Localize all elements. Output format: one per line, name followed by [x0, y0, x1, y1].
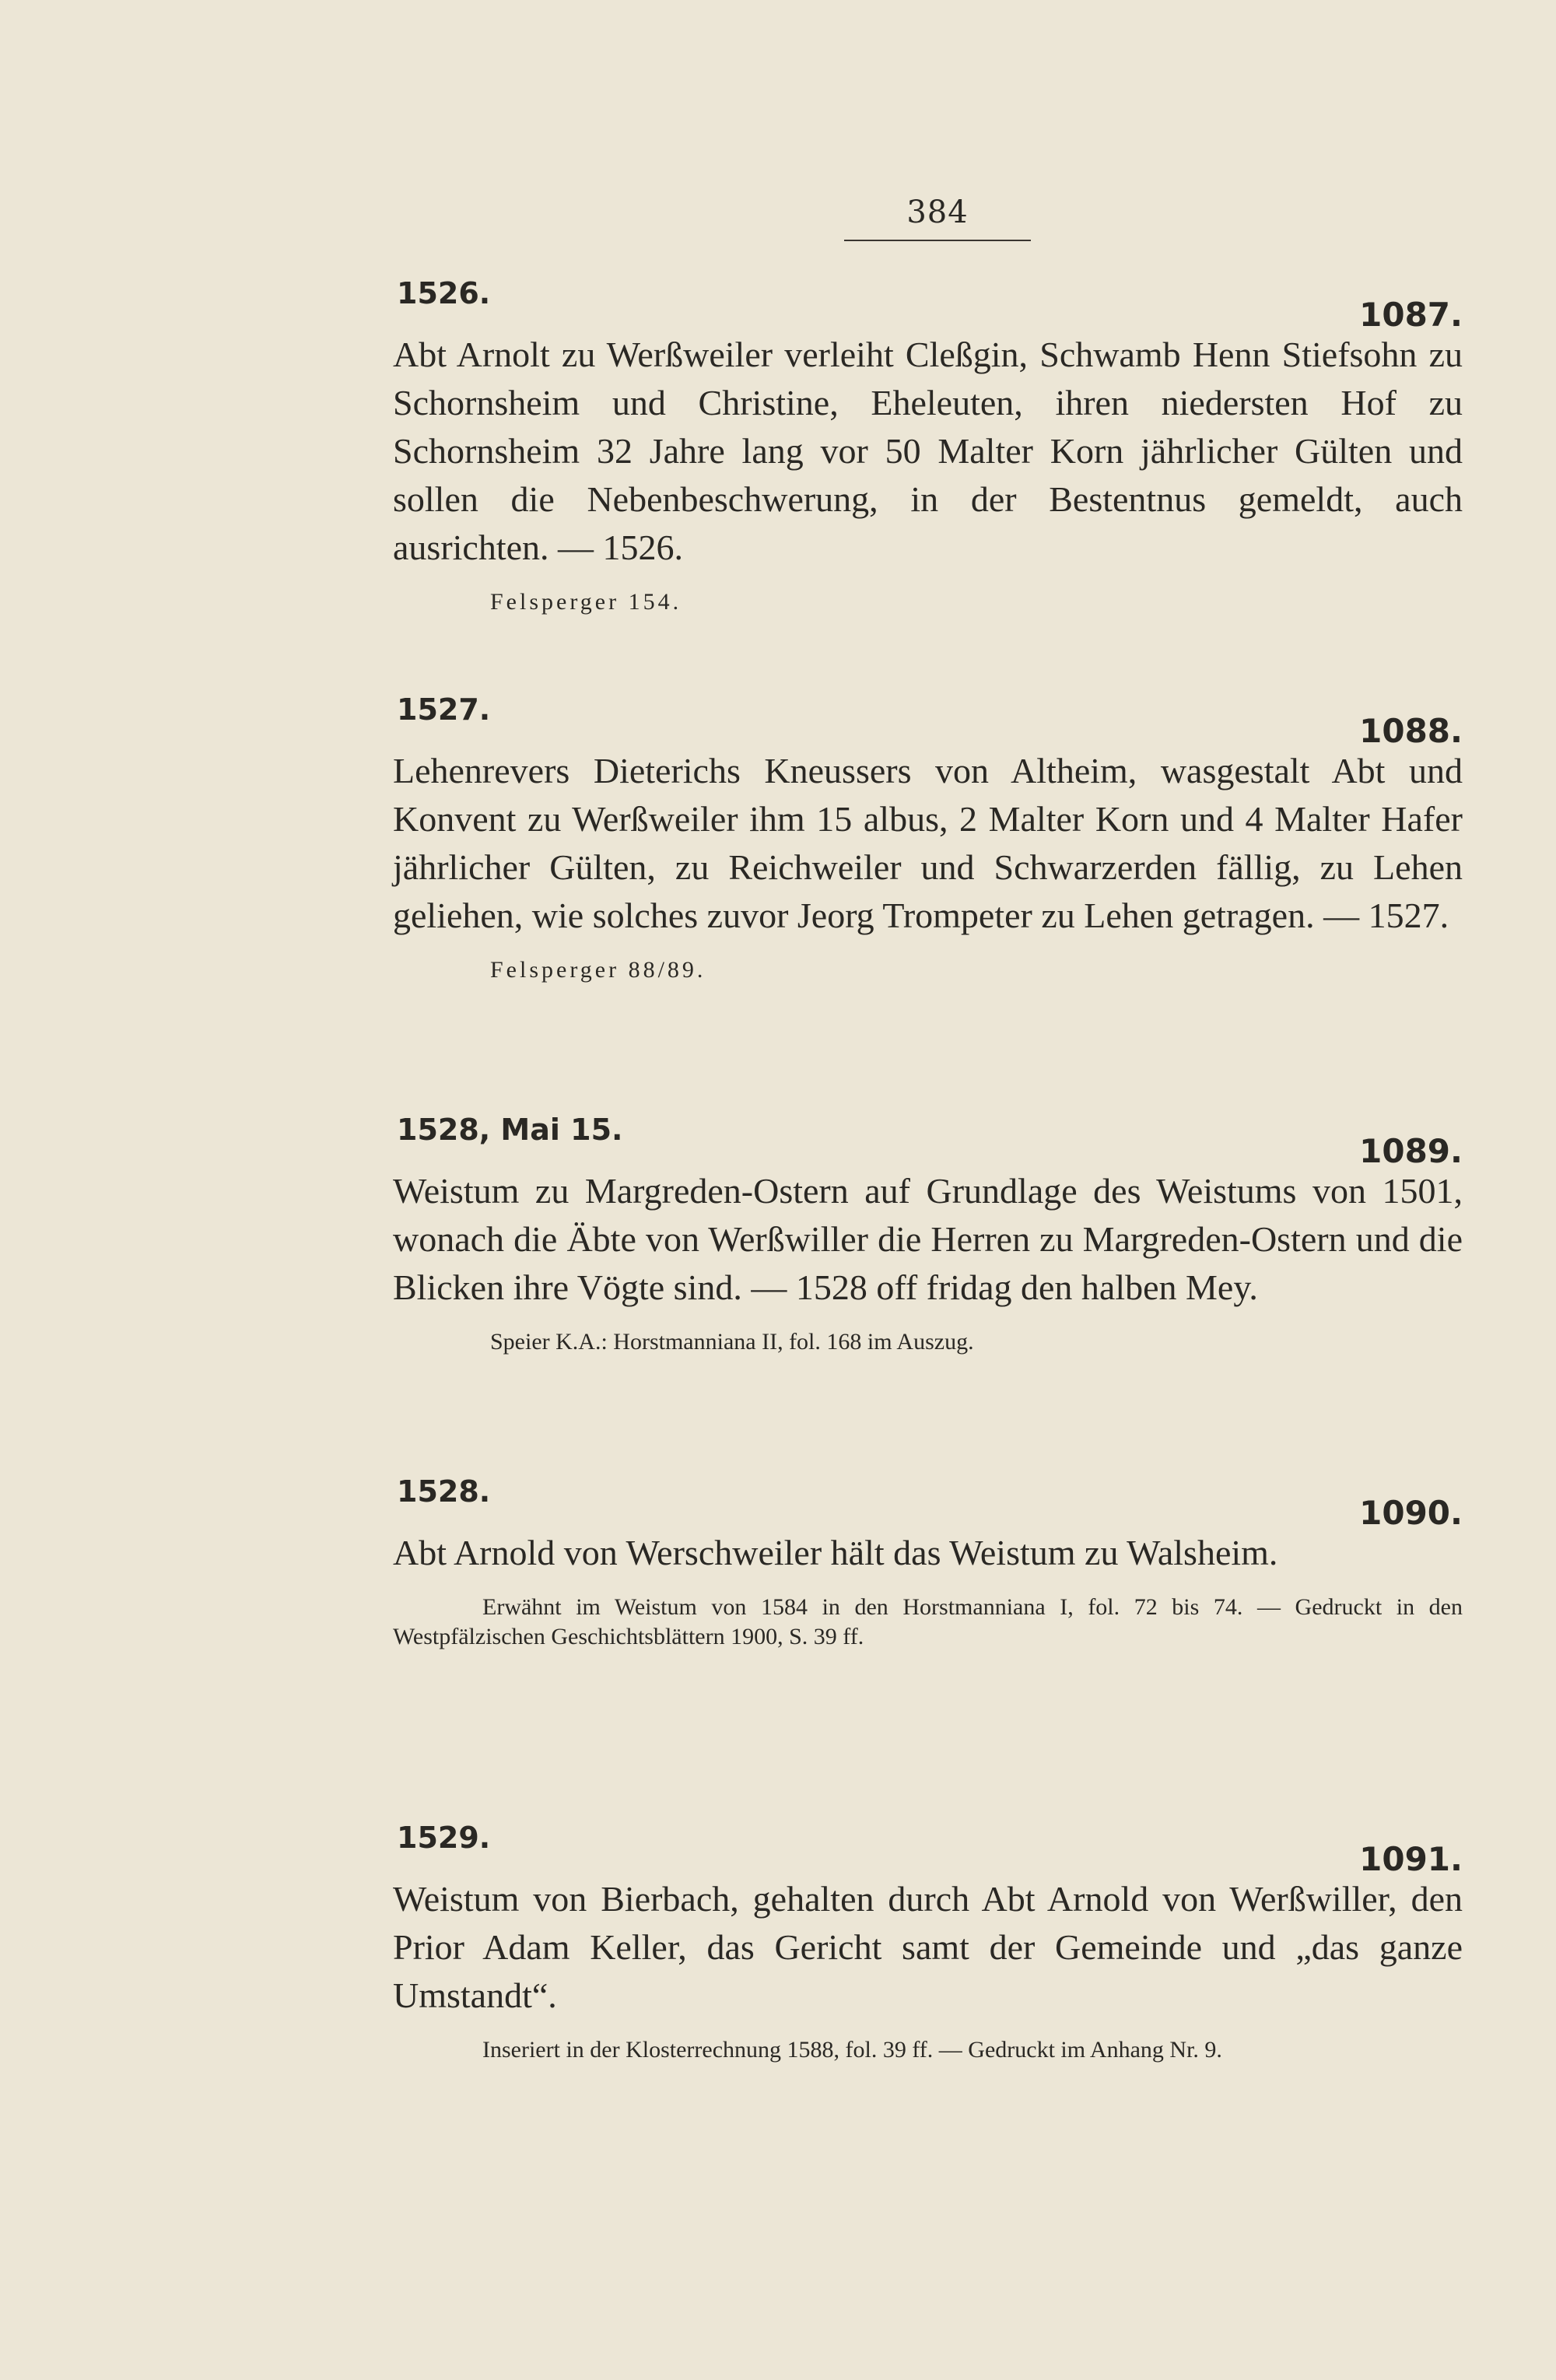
entry-header: [389, 1474, 1463, 1532]
entry-date: 1528.: [397, 1474, 491, 1509]
entry-number: 1088.: [1359, 712, 1463, 750]
entry-header: [389, 1113, 1463, 1170]
entry-1090: [389, 1474, 1463, 1652]
entry-number: 1091.: [1359, 1840, 1463, 1878]
entry-text: Weistum zu Margreden-Ostern auf Grundlage des Weistums von 1501, wonach die Äbte von Werßwiller die Herren zu Margreden-Ostern und die Blicken ihre Vögte sind. — 1528 off fridag den halben Mey.: [393, 1171, 1463, 1307]
entry-1087: [389, 276, 1463, 617]
entry-text: Abt Arnold von Werschweiler hält das Weistum zu Walsheim.: [393, 1533, 1278, 1572]
entry-header: [389, 276, 1463, 334]
entry-source: Felsperger 88/89.: [490, 957, 706, 983]
page-number: 384: [906, 195, 969, 230]
entry-number: 1089.: [1359, 1132, 1463, 1170]
entry-number: 1087.: [1359, 296, 1463, 334]
entry-date: 1526.: [397, 276, 491, 310]
entry-source: Felsperger 154.: [490, 589, 682, 615]
entry-source: Speier K.A.: Horstmanniana II, fol. 168 im Auszug.: [490, 1329, 974, 1355]
entry-1089: [389, 1113, 1463, 1357]
entry-1091: [389, 1821, 1463, 2065]
entry-text: Lehenrevers Dieterichs Kneussers von Altheim, wasgestalt Abt und Konvent zu Werßweiler ihm 15 albus, 2 Malter Korn und 4 Malter Hafer jährlicher Gülten, zu Reichweiler und Schwarzerden fällig, zu Lehen geliehen, wie solches zuvor Jeorg Trompeter zu Lehen getragen. — 1527.: [393, 751, 1463, 935]
entry-text: Abt Arnolt zu Werßweiler verleiht Cleßgin, Schwamb Henn Stiefsohn zu Schornsheim und Christine, Eheleuten, ihren niedersten Hof zu Schornsheim 32 Jahre lang vor 50 Malter Korn jährlicher Gülten und sollen die Nebenbeschwerung, in der Bestentnus gemeldt, auch ausrichten. — 1526.: [393, 335, 1463, 567]
entry-source: Erwähnt im Weistum von 1584 in den Horstmanniana I, fol. 72 bis 74. — Gedruckt in den Westpfälzischen Geschichtsblättern 1900, S. 39 ff.: [393, 1594, 1463, 1649]
entry-date: 1527.: [397, 692, 491, 727]
entry-text: Weistum von Bierbach, gehalten durch Abt Arnold von Werßwiller, den Prior Adam Keller, das Gericht samt der Gemeinde und „das ganze Umstandt“.: [393, 1879, 1463, 2015]
entry-1088: [389, 692, 1463, 985]
entry-source: Inseriert in der Klosterrechnung 1588, fol. 39 ff. — Gedruckt im Anhang Nr. 9.: [482, 2037, 1222, 2063]
page-number-rule: [844, 240, 1031, 241]
entry-date: 1528, Mai 15.: [397, 1113, 623, 1147]
entry-header: [389, 692, 1463, 750]
entry-header: [389, 1821, 1463, 1878]
entry-number: 1090.: [1359, 1494, 1463, 1532]
entry-date: 1529.: [397, 1821, 491, 1855]
